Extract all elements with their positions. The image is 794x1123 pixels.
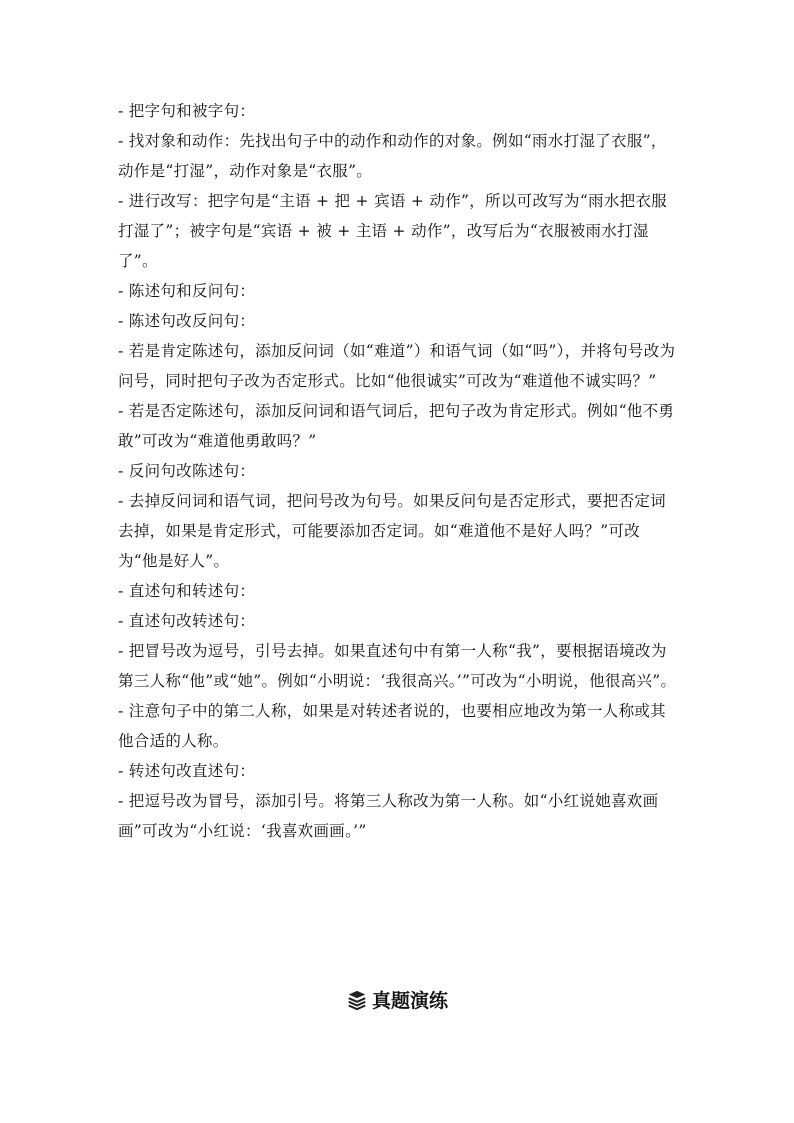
content-body [118, 96, 678, 846]
para-rhetorical-to-statement: - 反问句改陈述句： [118, 462, 256, 480]
para-statement-to-rhetorical: - 陈述句改反问句： [118, 312, 256, 330]
book-stack-icon [346, 989, 368, 1011]
para-positive-statement: - 若是肯定陈述句，添加反问词（如“难道”）和语气词（如“吗”），并将句号改为问号，同时把句子改为否定形式。比如“他很诚实”可改为“难道他不诚实吗？” [118, 342, 676, 390]
para-ba-bei-heading: - 把字句和被字句： [118, 102, 256, 120]
section-heading [0, 986, 794, 1013]
para-statement-rhetorical-heading: - 陈述句和反问句： [118, 282, 256, 300]
para-second-person-note: - 注意句子中的第二人称，如果是对转述者说的，也要相应地改为第一人称或其他合适的人称。 [118, 702, 666, 750]
section-title: 真题演练 [371, 990, 448, 1012]
para-colon-to-comma: - 把冒号改为逗号，引号去掉。如果直述句中有第一人称“我”，要根据语境改为第三人称“他”或“她”。例如“小明说：‘我很高兴。’”可改为“小明说，他很高兴”。 [118, 642, 677, 690]
para-rewrite: - 进行改写：把字句是“主语 + 把 + 宾语 + 动作”，所以可改写为“雨水把衣服打湿了”；被字句是“宾语 + 被 + 主语 + 动作”，改写后为“衣服被雨水打湿了”。 [118, 192, 668, 270]
para-direct-to-indirect: - 直述句改转述句： [118, 612, 256, 630]
para-indirect-to-direct: - 转述句改直述句： [118, 762, 256, 780]
para-comma-to-colon: - 把逗号改为冒号，添加引号。将第三人称改为第一人称。如“小红说她喜欢画画”可改为“小红说：‘我喜欢画画。’” [118, 792, 659, 840]
para-negative-statement: - 若是否定陈述句，添加反问词和语气词后，把句子改为肯定形式。例如“他不勇敢”可改为“难道他勇敢吗？” [118, 402, 675, 450]
para-direct-indirect-heading: - 直述句和转述句： [118, 582, 256, 600]
para-find-object-action: - 找对象和动作：先找出句子中的动作和动作的对象。例如“雨水打湿了衣服”，动作是“打湿”，动作对象是“衣服”。 [118, 132, 667, 180]
para-remove-rhetorical-words: - 去掉反问词和语气词，把问号改为句号。如果反问句是否定形式，要把否定词去掉，如果是肯定形式，可能要添加否定词。如“难道他不是好人吗？”可改为“他是好人”。 [118, 492, 666, 570]
